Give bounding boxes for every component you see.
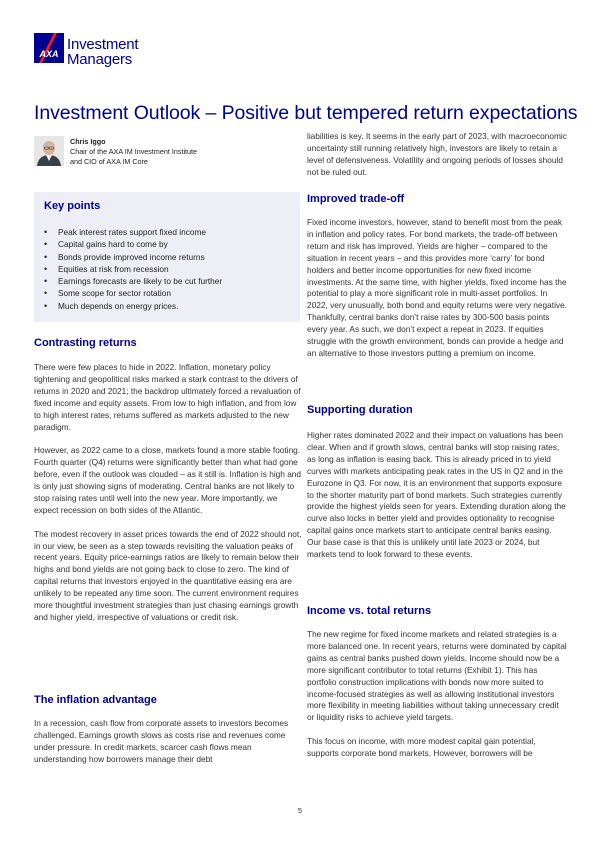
brand-name-line2: Managers: [67, 51, 133, 68]
paragraph: The new regime for fixed income markets and related strategies is a more balanced one. In recent years, returns were dominated by capital gains as central banks pushed down yields. Income should now be a more significant contributor to total returns (Exhibit 1). This has portfolio construction implications with bonds now more suited to income-focused strategies as well as allowing institutional investors more flexibility in meeting liabilities without taking unnecessary credit or liquidity risks to achieve yield targets.: [307, 629, 567, 723]
page-number: 5: [297, 806, 303, 815]
page-title: Investment Outlook – Positive but tempered return expectations: [34, 102, 578, 124]
author-role-line2: and CIO of AXA IM Core: [70, 156, 148, 166]
improved-tradeoff-body: [307, 217, 567, 360]
right-intro-body: [307, 131, 567, 179]
paragraph: liabilities is key. It seems in the early part of 2023, with macroeconomic uncertainty still running relatively high, investors are likely to retain a level of defensiveness. Volatility and ongoing periods of losses should not be ruled out.: [307, 131, 567, 177]
key-point-item: • Some scope for sector rotation: [44, 287, 290, 299]
key-point-item: • Capital gains hard to come by: [44, 238, 290, 250]
brand-name-line1: Investment: [67, 36, 139, 53]
key-point-item: • Much depends on energy prices.: [44, 300, 290, 312]
heading-income-vs-total: Income vs. total returns: [307, 605, 432, 617]
svg-text:AXA: AXA: [39, 49, 59, 59]
key-points-list: [44, 226, 290, 312]
paragraph: This focus on income, with more modest capital gain potential, supports corporate bond markets. However, borrowers will be: [307, 736, 536, 759]
heading-inflation-advantage: The inflation advantage: [34, 694, 157, 706]
paragraph: Fixed income investors, however, stand to benefit most from the peak in inflation and policy rates. For bond markets, the trade-off between return and risk has improved. Yields are higher – compared to the situation in recent years – and this provides more ‘carry’ for bond holders and better income opportunities for new fixed income investments. At the same time, with higher yields, fixed income has the potential to play a more significant role in multi-asset portfolios. In 2022, very unusually, both bond and equity returns were very negative. Thankfully, central banks don’t raise rates by 300-500 basis points every year. As such, we don’t expect a repeat in 2023. If equities struggle with the growth environment, bonds can provide a hedge and an alternative to those investors putting a premium on income.: [307, 217, 567, 358]
heading-improved-tradeoff: Improved trade-off: [307, 193, 405, 205]
key-point-item: • Bonds provide improved income returns: [44, 251, 290, 263]
key-point-item: • Equities at risk from recession: [44, 263, 290, 275]
paragraph: There were few places to hide in 2022. Inflation, monetary policy tightening and geopolitical risks marked a stark contrast to the drivers of returns in 2020 and 2021; the backdrop ultimately forced a revaluation of fixed income and equity assets. From low to high inflation, and from low to high interest rates, returns suffered as markets adjusted to the new paradigm.: [34, 362, 301, 432]
paragraph: Higher rates dominated 2022 and their impact on valuations has been clear. When and if growth slows, central banks will stop raising rates, as long as inflation is easing back. This is already priced in to yield curves with markets anticipating peak rates in the US in Q2 and in the Eurozone in Q3. For now, it is an environment that supports exposure to the shorter maturity part of bond markets. Such strategies currently provide the highest yields seen for years. Extending duration along the curve also locks in better yield and provides optionality to recognise capital gains once markets start to anticipate central banks easing. Our base case is that this is unlikely until late 2023 or 2024, but markets tend to look forward to these events.: [307, 430, 566, 560]
heading-contrasting-returns: Contrasting returns: [34, 337, 137, 349]
author-avatar: [34, 136, 64, 166]
inflation-advantage-body: [34, 718, 304, 766]
key-point-item: • Peak interest rates support fixed income: [44, 226, 290, 238]
brand-name: [67, 37, 138, 67]
author-name: Chris Iggo: [70, 137, 106, 146]
author-role-line1: Chair of the AXA IM Investment Institute: [70, 146, 198, 156]
contrasting-returns-body: [34, 362, 304, 624]
supporting-duration-body: [307, 430, 567, 561]
paragraph: However, as 2022 came to a close, markets found a more stable footing. Fourth quarter (Q4) returns were significantly better than what had gone before, even if the outlook was clouded – as it still is. Inflation is high and is only just showing signs of moderating. Central banks are not likely to stop raising rates until well into the new year. More importantly, we expect recession on both sides of the Atlantic.: [34, 445, 302, 515]
income-vs-total-body: [307, 629, 567, 760]
paragraph: In a recession, cash flow from corporate assets to investors becomes challenged. Earnings growth slows as costs rise and revenues come under pressure. In credit markets, scarcer cash flows mean understanding how borrowers manage their debt: [34, 718, 289, 764]
heading-supporting-duration: Supporting duration: [307, 404, 413, 416]
author-block: [34, 136, 294, 168]
axa-im-logo: [34, 33, 164, 75]
axa-logo-icon: [34, 33, 64, 63]
key-points-box: [34, 192, 300, 322]
key-points-title: Key points: [44, 200, 101, 212]
key-point-item: • Earnings forecasts are likely to be cut further: [44, 275, 290, 287]
paragraph: The modest recovery in asset prices towards the end of 2022 should not, in our view, be seen as a step towards revisiting the valuation peaks of recent years. Equity price-earnings ratios are likely to remain below their highs and bond yields are not going back to close to zero. The kind of capital returns that investors enjoyed in the quantitative easing era are unlikely to be repeated any time soon. The current environment requires more thoughtful investment strategies than just chasing earnings growth and higher yield, irrespective of valuations or credit risk.: [34, 528, 302, 622]
